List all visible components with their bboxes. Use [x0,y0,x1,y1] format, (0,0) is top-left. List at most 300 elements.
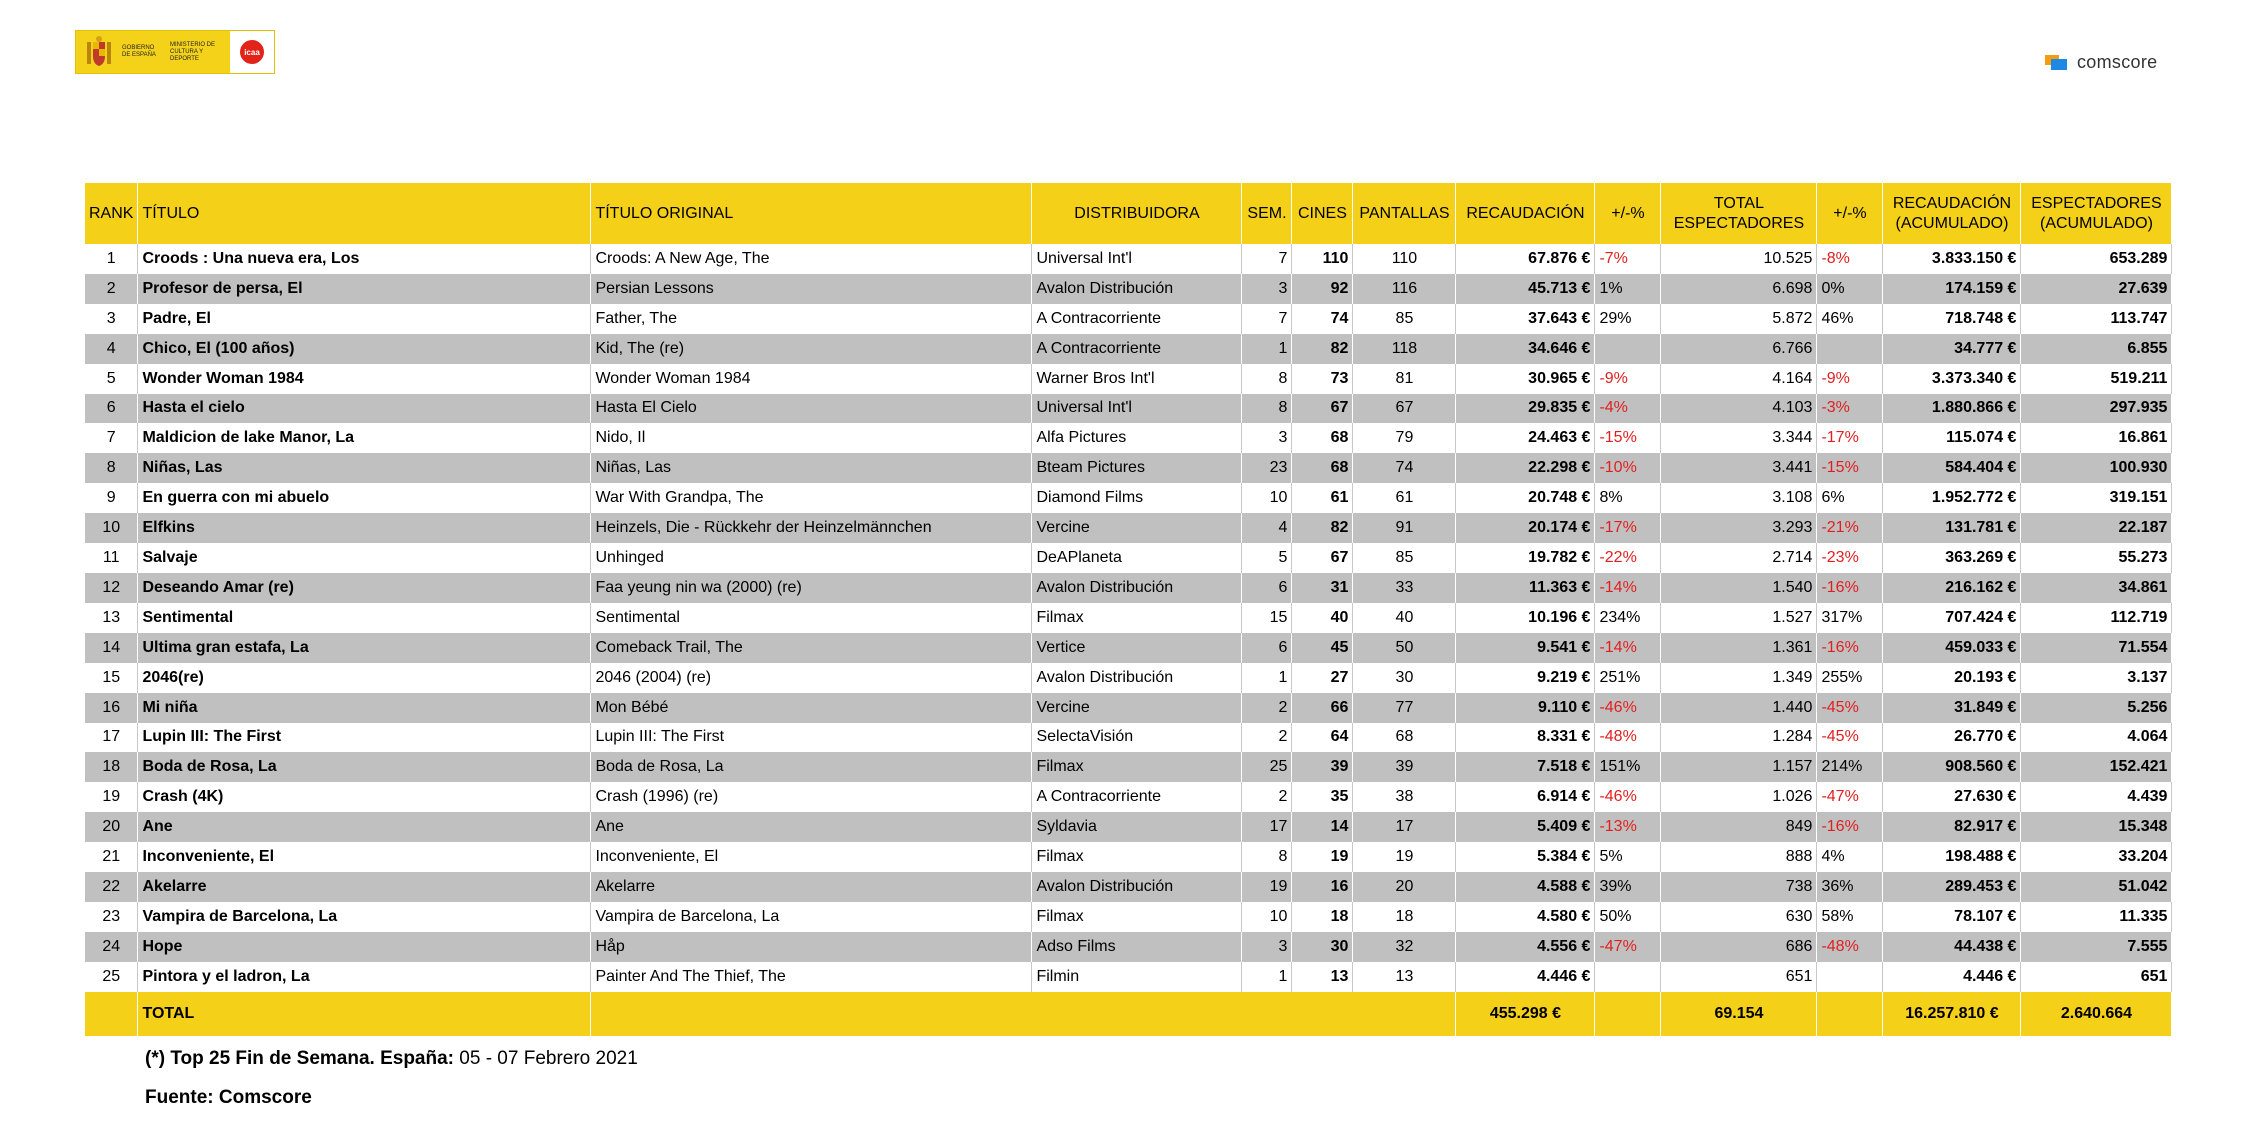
gobierno-logo [75,30,275,74]
cell-admissions-accumulated: 651 [2021,962,2172,992]
cell-gross: 67.876 € [1456,244,1595,274]
cell-gross-accumulated: 3.833.150 € [1883,244,2021,274]
cell-distributor: A Contracorriente [1032,782,1242,812]
table-body [85,244,2172,992]
cell-weeks: 7 [1242,244,1292,274]
cell-rank: 8 [85,453,138,483]
table-row [85,603,2172,633]
cell-weeks: 19 [1242,872,1292,902]
cell-weeks: 7 [1242,304,1292,334]
cell-admissions: 2.714 [1661,543,1817,573]
cell-weeks: 8 [1242,394,1292,424]
cell-gross: 19.782 € [1456,543,1595,573]
cell-gross-change: -14% [1595,573,1661,603]
cell-gross-change: -15% [1595,423,1661,453]
cell-cinemas: 68 [1292,423,1353,453]
col-weeks: SEM. [1242,183,1292,244]
col-admissions-line2: ESPECTADORES [1673,214,1805,232]
cell-title: Ultima gran estafa, La [138,633,591,663]
cell-distributor: Vercine [1032,693,1242,723]
cell-distributor: Filmin [1032,962,1242,992]
cell-rank: 10 [85,513,138,543]
cell-admissions-accumulated: 55.273 [2021,543,2172,573]
cell-original-title: Hasta El Cielo [591,394,1032,424]
cell-distributor: SelectaVisión [1032,723,1242,753]
cell-admissions-accumulated: 112.719 [2021,603,2172,633]
cell-gross-accumulated: 4.446 € [1883,962,2021,992]
table-row [85,723,2172,753]
cell-original-title: Wonder Woman 1984 [591,364,1032,394]
cell-gross-change: 29% [1595,304,1661,334]
cell-cinemas: 82 [1292,513,1353,543]
cell-title: Profesor de persa, El [138,274,591,304]
cell-gross-accumulated: 26.770 € [1883,723,2021,753]
cell-gross: 5.409 € [1456,812,1595,842]
col-gross-acc-line2: (ACUMULADO) [1895,214,2009,232]
cell-original-title: Nido, Il [591,423,1032,453]
cell-admissions-change: 0% [1817,274,1883,304]
cell-gross-accumulated: 3.373.340 € [1883,364,2021,394]
coat-of-arms-icon [82,35,116,69]
table-row [85,573,2172,603]
table-row [85,872,2172,902]
cell-screens: 20 [1353,872,1456,902]
cell-gross: 20.748 € [1456,483,1595,513]
cell-rank: 20 [85,812,138,842]
cell-admissions-change [1817,962,1883,992]
cell-weeks: 2 [1242,723,1292,753]
col-cinemas: CINES [1292,183,1353,244]
col-original-title: TÍTULO ORIGINAL [591,183,1032,244]
cell-gross-change: -9% [1595,364,1661,394]
cell-rank: 13 [85,603,138,633]
cell-rank: 17 [85,723,138,753]
cell-gross: 9.219 € [1456,663,1595,693]
cell-title: Inconveniente, El [138,842,591,872]
cell-cinemas: 27 [1292,663,1353,693]
cell-cinemas: 14 [1292,812,1353,842]
cell-rank: 2 [85,274,138,304]
cell-admissions-accumulated: 11.335 [2021,902,2172,932]
cell-cinemas: 74 [1292,304,1353,334]
cell-admissions-accumulated: 15.348 [2021,812,2172,842]
cell-title: Pintora y el ladron, La [138,962,591,992]
cell-admissions: 3.108 [1661,483,1817,513]
cell-original-title: Vampira de Barcelona, La [591,902,1032,932]
cell-admissions: 686 [1661,932,1817,962]
cell-weeks: 17 [1242,812,1292,842]
cell-weeks: 25 [1242,752,1292,782]
cell-original-title: Håp [591,932,1032,962]
col-adm-acc-line2: (ACUMULADO) [2040,214,2153,232]
cell-rank: 1 [85,244,138,274]
cell-gross-change: 50% [1595,902,1661,932]
totals-admissions: 69.154 [1661,992,1817,1036]
footnote-label: (*) Top 25 Fin de Semana. España: [145,1048,454,1069]
cell-original-title: Father, The [591,304,1032,334]
cell-admissions-change: 58% [1817,902,1883,932]
cell-gross: 22.298 € [1456,453,1595,483]
cell-gross-change: -22% [1595,543,1661,573]
table-row [85,304,2172,334]
table-row [85,274,2172,304]
cell-screens: 79 [1353,423,1456,453]
ministry-text: MINISTERIO DE CULTURA Y DEPORTE [170,41,216,62]
cell-distributor: A Contracorriente [1032,334,1242,364]
cell-weeks: 2 [1242,782,1292,812]
cell-gross-accumulated: 82.917 € [1883,812,2021,842]
cell-title: Ane [138,812,591,842]
cell-admissions-accumulated: 4.064 [2021,723,2172,753]
cell-admissions: 1.527 [1661,603,1817,633]
cell-distributor: Filmax [1032,752,1242,782]
table-row [85,334,2172,364]
cell-admissions: 6.698 [1661,274,1817,304]
cell-title: Sentimental [138,603,591,633]
cell-gross-change: -46% [1595,782,1661,812]
cell-cinemas: 92 [1292,274,1353,304]
cell-cinemas: 40 [1292,603,1353,633]
cell-admissions: 3.344 [1661,423,1817,453]
cell-rank: 16 [85,693,138,723]
cell-distributor: Vertice [1032,633,1242,663]
cell-title: Crash (4K) [138,782,591,812]
cell-cinemas: 67 [1292,394,1353,424]
cell-screens: 18 [1353,902,1456,932]
cell-title: Wonder Woman 1984 [138,364,591,394]
cell-gross: 9.541 € [1456,633,1595,663]
cell-admissions: 888 [1661,842,1817,872]
cell-admissions-change: -15% [1817,453,1883,483]
cell-cinemas: 66 [1292,693,1353,723]
cell-rank: 6 [85,394,138,424]
table-row [85,543,2172,573]
cell-admissions: 849 [1661,812,1817,842]
comscore-wordmark: comscore [2077,52,2158,72]
cell-original-title: Heinzels, Die - Rückkehr der Heinzelmännchen [591,513,1032,543]
cell-rank: 22 [85,872,138,902]
cell-admissions: 10.525 [1661,244,1817,274]
cell-distributor: A Contracorriente [1032,304,1242,334]
cell-original-title: Sentimental [591,603,1032,633]
cell-distributor: Vercine [1032,513,1242,543]
table-row [85,663,2172,693]
cell-screens: 40 [1353,603,1456,633]
cell-screens: 81 [1353,364,1456,394]
cell-gross-change: 151% [1595,752,1661,782]
cell-original-title: Croods: A New Age, The [591,244,1032,274]
cell-gross-change [1595,334,1661,364]
cell-gross-change: -7% [1595,244,1661,274]
cell-admissions: 651 [1661,962,1817,992]
cell-screens: 110 [1353,244,1456,274]
cell-gross: 29.835 € [1456,394,1595,424]
cell-original-title: Comeback Trail, The [591,633,1032,663]
cell-gross: 30.965 € [1456,364,1595,394]
table-row [85,483,2172,513]
cell-gross: 4.580 € [1456,902,1595,932]
cell-admissions-change: -47% [1817,782,1883,812]
cell-admissions-change: -16% [1817,812,1883,842]
cell-cinemas: 45 [1292,633,1353,663]
cell-gross-accumulated: 78.107 € [1883,902,2021,932]
cell-weeks: 1 [1242,663,1292,693]
col-admissions-change: +/-% [1817,183,1883,244]
totals-gross: 455.298 € [1456,992,1595,1036]
cell-admissions: 1.440 [1661,693,1817,723]
cell-title: En guerra con mi abuelo [138,483,591,513]
cell-gross-accumulated: 1.880.866 € [1883,394,2021,424]
cell-screens: 118 [1353,334,1456,364]
cell-gross: 11.363 € [1456,573,1595,603]
table-row [85,962,2172,992]
cell-gross-change: -47% [1595,932,1661,962]
cell-gross-accumulated: 718.748 € [1883,304,2021,334]
col-adm-acc-line1: ESPECTADORES [2031,194,2162,212]
cell-original-title: Lupin III: The First [591,723,1032,753]
cell-rank: 24 [85,932,138,962]
cell-weeks: 3 [1242,274,1292,304]
cell-admissions-change: -23% [1817,543,1883,573]
cell-weeks: 15 [1242,603,1292,633]
cell-admissions-accumulated: 7.555 [2021,932,2172,962]
cell-cinemas: 82 [1292,334,1353,364]
cell-admissions-accumulated: 653.289 [2021,244,2172,274]
cell-rank: 15 [85,663,138,693]
cell-admissions: 5.872 [1661,304,1817,334]
cell-admissions: 1.157 [1661,752,1817,782]
cell-gross-accumulated: 707.424 € [1883,603,2021,633]
cell-gross-accumulated: 34.777 € [1883,334,2021,364]
cell-admissions: 3.441 [1661,453,1817,483]
cell-cinemas: 64 [1292,723,1353,753]
cell-admissions-change: 214% [1817,752,1883,782]
cell-cinemas: 19 [1292,842,1353,872]
cell-rank: 3 [85,304,138,334]
cell-admissions-accumulated: 100.930 [2021,453,2172,483]
cell-original-title: Inconveniente, El [591,842,1032,872]
cell-cinemas: 35 [1292,782,1353,812]
cell-title: Deseando Amar (re) [138,573,591,603]
cell-screens: 85 [1353,543,1456,573]
cell-admissions-change: -3% [1817,394,1883,424]
cell-screens: 116 [1353,274,1456,304]
cell-distributor: Universal Int'l [1032,244,1242,274]
cell-admissions: 1.540 [1661,573,1817,603]
cell-distributor: Avalon Distribución [1032,274,1242,304]
cell-title: Niñas, Las [138,453,591,483]
cell-screens: 77 [1353,693,1456,723]
cell-weeks: 10 [1242,483,1292,513]
cell-admissions: 1.361 [1661,633,1817,663]
cell-gross-accumulated: 115.074 € [1883,423,2021,453]
cell-cinemas: 67 [1292,543,1353,573]
cell-admissions-accumulated: 4.439 [2021,782,2172,812]
cell-gross: 4.556 € [1456,932,1595,962]
cell-title: Akelarre [138,872,591,902]
totals-admissions-accumulated: 2.640.664 [2021,992,2172,1036]
cell-weeks: 1 [1242,962,1292,992]
cell-title: Elfkins [138,513,591,543]
cell-gross-change: 8% [1595,483,1661,513]
col-gross-accumulated [1883,183,2021,244]
cell-title: Croods : Una nueva era, Los [138,244,591,274]
cell-admissions: 4.103 [1661,394,1817,424]
cell-weeks: 8 [1242,842,1292,872]
cell-original-title: Unhinged [591,543,1032,573]
cell-admissions-change: 317% [1817,603,1883,633]
cell-admissions-change: -45% [1817,693,1883,723]
cell-screens: 13 [1353,962,1456,992]
cell-title: Boda de Rosa, La [138,752,591,782]
table-row [85,842,2172,872]
cell-gross: 7.518 € [1456,752,1595,782]
cell-admissions-change: -17% [1817,423,1883,453]
cell-title: Mi niña [138,693,591,723]
cell-admissions-change: -21% [1817,513,1883,543]
cell-admissions-accumulated: 34.861 [2021,573,2172,603]
cell-admissions: 4.164 [1661,364,1817,394]
cell-cinemas: 30 [1292,932,1353,962]
cell-admissions: 630 [1661,902,1817,932]
col-admissions-accumulated [2021,183,2172,244]
cell-weeks: 8 [1242,364,1292,394]
cell-screens: 30 [1353,663,1456,693]
cell-gross-accumulated: 31.849 € [1883,693,2021,723]
col-screens: PANTALLAS [1353,183,1456,244]
col-gross: RECAUDACIÓN [1456,183,1595,244]
cell-distributor: Universal Int'l [1032,394,1242,424]
totals-empty [85,992,138,1036]
cell-rank: 4 [85,334,138,364]
cell-admissions: 6.766 [1661,334,1817,364]
table-row [85,812,2172,842]
cell-title: Salvaje [138,543,591,573]
cell-rank: 25 [85,962,138,992]
cell-screens: 61 [1353,483,1456,513]
table-row [85,633,2172,663]
cell-original-title: Kid, The (re) [591,334,1032,364]
cell-admissions-accumulated: 5.256 [2021,693,2172,723]
cell-admissions-change: -9% [1817,364,1883,394]
cell-title: Vampira de Barcelona, La [138,902,591,932]
totals-span [591,992,1456,1036]
table-row [85,394,2172,424]
table-header-row [85,183,2172,244]
cell-admissions-change: -8% [1817,244,1883,274]
cell-admissions-accumulated: 113.747 [2021,304,2172,334]
box-office-table [85,183,2172,1036]
cell-gross-change: 251% [1595,663,1661,693]
cell-admissions-change: -16% [1817,573,1883,603]
totals-row [85,992,2172,1036]
cell-screens: 19 [1353,842,1456,872]
cell-distributor: Diamond Films [1032,483,1242,513]
cell-distributor: Filmax [1032,902,1242,932]
cell-cinemas: 16 [1292,872,1353,902]
cell-gross: 4.588 € [1456,872,1595,902]
icaa-mark: icaa [240,40,264,64]
cell-gross-change: -14% [1595,633,1661,663]
cell-distributor: Avalon Distribución [1032,663,1242,693]
cell-rank: 12 [85,573,138,603]
cell-original-title: War With Grandpa, The [591,483,1032,513]
table-row [85,902,2172,932]
cell-weeks: 4 [1242,513,1292,543]
cell-weeks: 3 [1242,423,1292,453]
cell-gross-accumulated: 216.162 € [1883,573,2021,603]
cell-distributor: DeAPlaneta [1032,543,1242,573]
cell-weeks: 23 [1242,453,1292,483]
totals-empty-3 [1817,992,1883,1036]
cell-weeks: 1 [1242,334,1292,364]
cell-rank: 9 [85,483,138,513]
cell-weeks: 5 [1242,543,1292,573]
footnote-dates: 05 - 07 Febrero 2021 [454,1048,638,1069]
cell-gross-change: -10% [1595,453,1661,483]
cell-admissions-accumulated: 51.042 [2021,872,2172,902]
cell-weeks: 6 [1242,573,1292,603]
cell-rank: 21 [85,842,138,872]
cell-gross-change: 5% [1595,842,1661,872]
cell-gross: 6.914 € [1456,782,1595,812]
cell-admissions-change: 6% [1817,483,1883,513]
comscore-logo [2045,52,2157,73]
cell-screens: 68 [1353,723,1456,753]
cell-original-title: Boda de Rosa, La [591,752,1032,782]
cell-original-title: Painter And The Thief, The [591,962,1032,992]
cell-admissions-change: 46% [1817,304,1883,334]
cell-admissions: 738 [1661,872,1817,902]
cell-screens: 74 [1353,453,1456,483]
table-row [85,752,2172,782]
cell-cinemas: 110 [1292,244,1353,274]
cell-admissions-change [1817,334,1883,364]
cell-gross: 45.713 € [1456,274,1595,304]
cell-admissions-accumulated: 152.421 [2021,752,2172,782]
cell-original-title: Mon Bébé [591,693,1032,723]
table-row [85,513,2172,543]
table-row [85,423,2172,453]
col-gross-acc-line1: RECAUDACIÓN [1892,194,2012,212]
cell-admissions: 1.349 [1661,663,1817,693]
cell-rank: 18 [85,752,138,782]
totals-empty-2 [1595,992,1661,1036]
cell-admissions-change: 4% [1817,842,1883,872]
cell-admissions-accumulated: 27.639 [2021,274,2172,304]
cell-gross-change: -13% [1595,812,1661,842]
cell-original-title: 2046 (2004) (re) [591,663,1032,693]
col-admissions [1661,183,1817,244]
cell-distributor: Bteam Pictures [1032,453,1242,483]
cell-gross-change: -46% [1595,693,1661,723]
cell-gross-accumulated: 363.269 € [1883,543,2021,573]
cell-gross-accumulated: 131.781 € [1883,513,2021,543]
cell-admissions-accumulated: 319.151 [2021,483,2172,513]
cell-rank: 14 [85,633,138,663]
cell-admissions-accumulated: 22.187 [2021,513,2172,543]
cell-gross-accumulated: 20.193 € [1883,663,2021,693]
cell-admissions: 3.293 [1661,513,1817,543]
cell-gross-accumulated: 459.033 € [1883,633,2021,663]
cell-gross: 37.643 € [1456,304,1595,334]
cell-cinemas: 31 [1292,573,1353,603]
cell-screens: 50 [1353,633,1456,663]
cell-original-title: Ane [591,812,1032,842]
cell-admissions-change: 255% [1817,663,1883,693]
cell-original-title: Persian Lessons [591,274,1032,304]
cell-gross: 8.331 € [1456,723,1595,753]
